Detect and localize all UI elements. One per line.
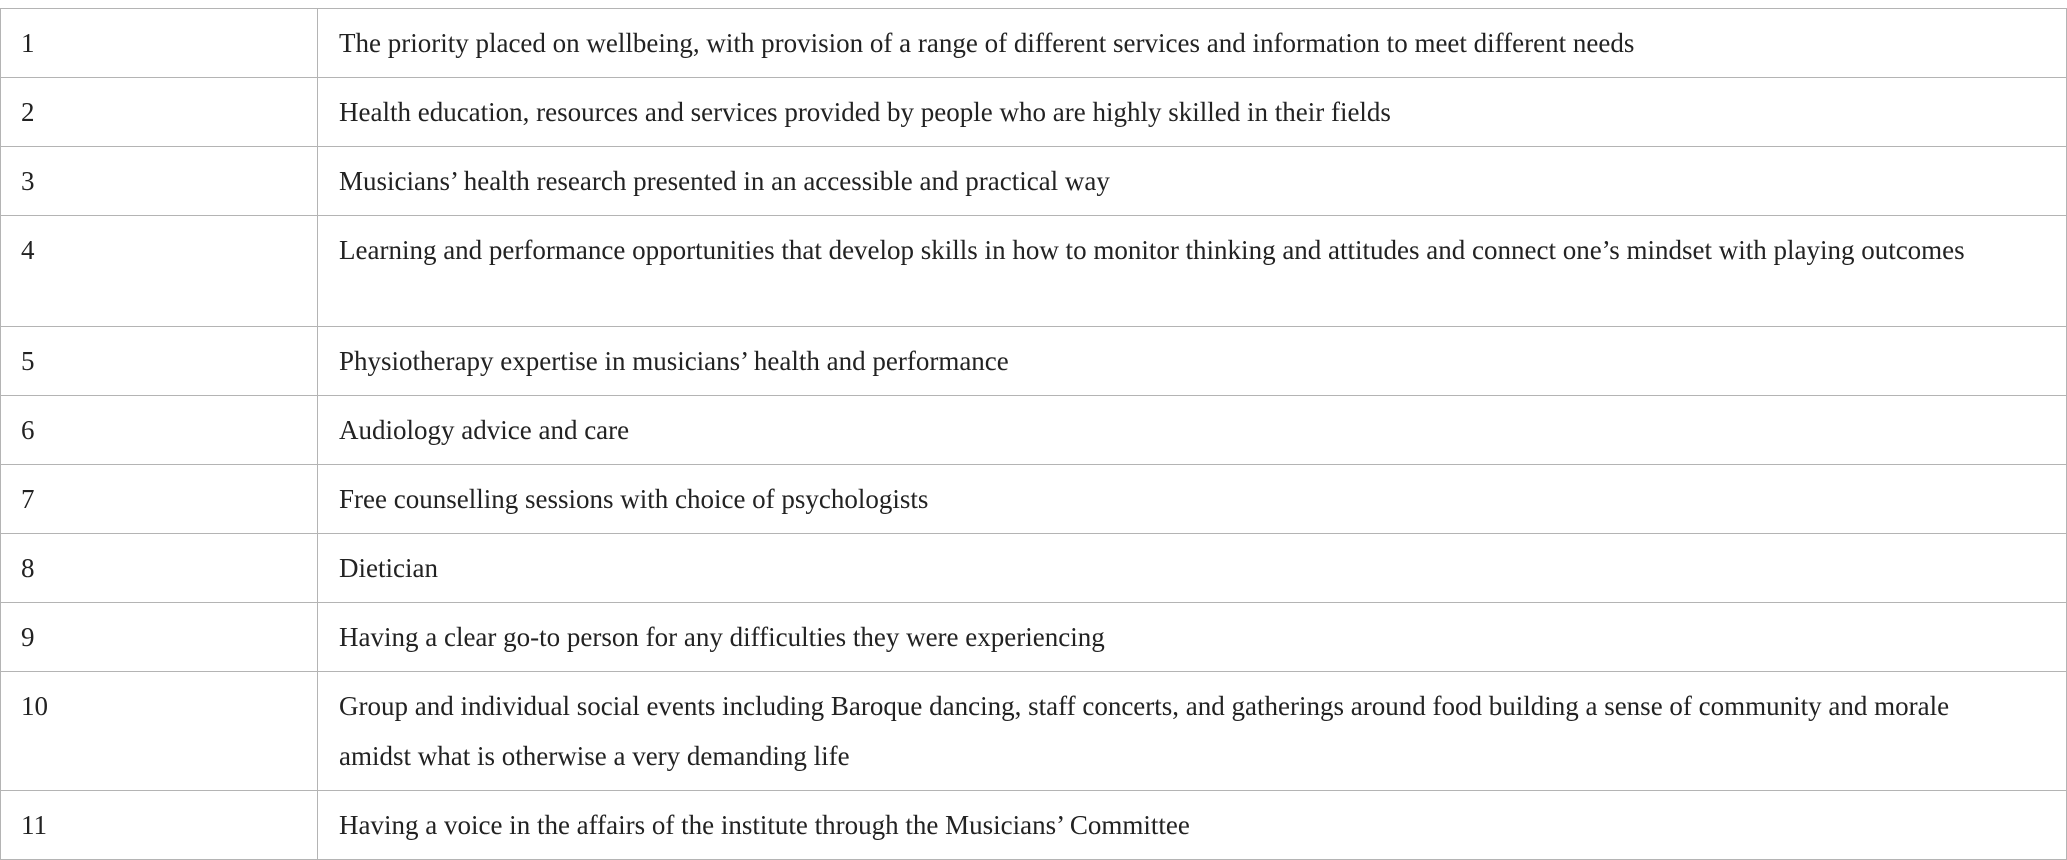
row-number: 6 bbox=[1, 396, 318, 465]
row-description: Audiology advice and care bbox=[318, 396, 2067, 465]
services-table bbox=[0, 8, 2067, 860]
row-description: Group and individual social events including Baroque dancing, staff concerts, and gatherings around food building a sense of community and morale amidst what is otherwise a very demanding life bbox=[318, 672, 2067, 791]
row-number: 10 bbox=[1, 672, 318, 791]
row-number: 11 bbox=[1, 791, 318, 860]
row-number: 7 bbox=[1, 465, 318, 534]
row-number: 2 bbox=[1, 78, 318, 147]
row-description: Free counselling sessions with choice of psychologists bbox=[318, 465, 2067, 534]
table-row bbox=[1, 216, 2067, 327]
row-description: The priority placed on wellbeing, with provision of a range of different services and information to meet different needs bbox=[318, 9, 2067, 78]
row-description: Physiotherapy expertise in musicians’ health and performance bbox=[318, 327, 2067, 396]
table-row bbox=[1, 465, 2067, 534]
row-description: Having a voice in the affairs of the institute through the Musicians’ Committee bbox=[318, 791, 2067, 860]
table-row bbox=[1, 534, 2067, 603]
table-row bbox=[1, 791, 2067, 860]
row-number: 3 bbox=[1, 147, 318, 216]
row-number: 8 bbox=[1, 534, 318, 603]
row-description: Dietician bbox=[318, 534, 2067, 603]
services-table-container bbox=[0, 8, 2066, 860]
row-number: 1 bbox=[1, 9, 318, 78]
table-row bbox=[1, 78, 2067, 147]
row-description: Having a clear go-to person for any difficulties they were experiencing bbox=[318, 603, 2067, 672]
table-row bbox=[1, 9, 2067, 78]
row-description: Musicians’ health research presented in an accessible and practical way bbox=[318, 147, 2067, 216]
table-row bbox=[1, 147, 2067, 216]
row-number: 9 bbox=[1, 603, 318, 672]
table-row bbox=[1, 327, 2067, 396]
row-number: 4 bbox=[1, 216, 318, 327]
table-row bbox=[1, 396, 2067, 465]
row-description: Learning and performance opportunities that develop skills in how to monitor thinking and attitudes and connect one’s mindset with playing outcomes bbox=[318, 216, 2067, 327]
table-row bbox=[1, 672, 2067, 791]
row-number: 5 bbox=[1, 327, 318, 396]
row-description: Health education, resources and services provided by people who are highly skilled in their fields bbox=[318, 78, 2067, 147]
table-row bbox=[1, 603, 2067, 672]
